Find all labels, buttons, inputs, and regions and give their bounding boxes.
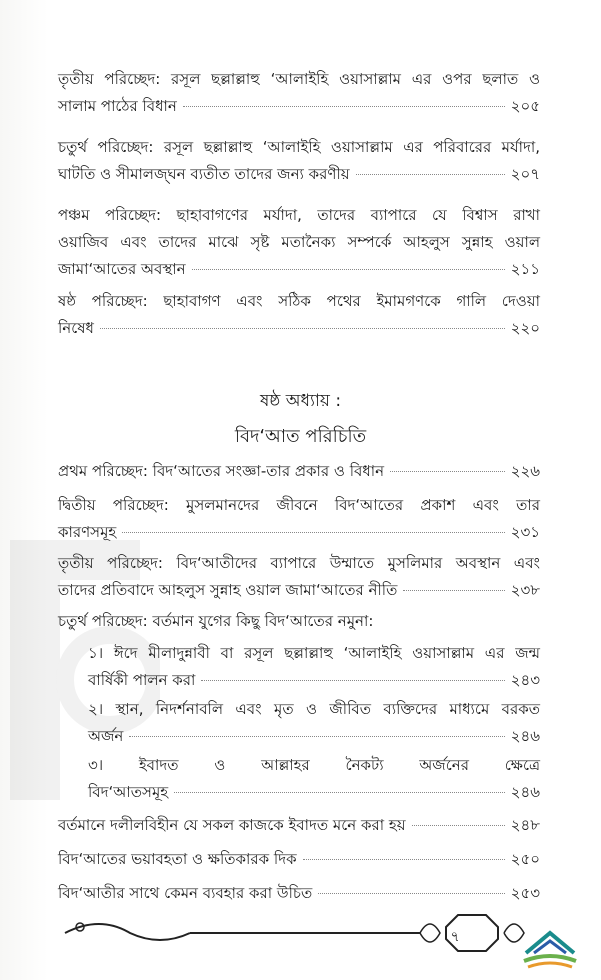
toc-entry-line1: তৃতীয় পরিচ্ছেদ: রসূল ছল্লাল্লাহু ‘আলাইহি ওয়াসাল্লাম এর ওপর ছলাত ও [58, 70, 540, 88]
toc-entry-line2: নিষেধ [58, 319, 94, 337]
toc-page-number: ২০৫ [510, 97, 540, 115]
toc-entry[interactable] [58, 288, 540, 342]
toc-entry[interactable] [58, 202, 540, 283]
toc-entry-line2: অর্জন [88, 727, 124, 745]
toc-entry[interactable] [58, 880, 540, 907]
toc-entry-line2: সালাম পাঠের বিধান [58, 97, 177, 115]
toc-entry-line2: ঘাটতি ও সীমালজ্ঘন ব্যতীত তাদের জন্য করণীয় [58, 165, 350, 183]
dot-leader [174, 792, 505, 793]
toc-page-number: ২৩৮ [510, 581, 540, 599]
toc-entry-line1: চতুর্থ পরিচ্ছেদ: রসূল ছল্লাল্লাহু ‘আলাইহি ওয়াসাল্লাম এর পরিবারের মর্যাদা, [58, 138, 540, 156]
toc-page-number: ২৫৩ [510, 884, 540, 902]
toc-entry[interactable] [58, 66, 540, 120]
toc-entry-line1: ২। স্থান, নিদর্শনাবলি এবং মৃত ও জীবিত ব্যক্তিদের মাধ্যমে বরকত [88, 700, 540, 718]
toc-entry-text: চতুর্থ পরিচ্ছেদ: বর্তমান যুগের কিছু বিদ‘আতের নমুনা: [58, 612, 374, 630]
toc-page-number: ২৪৮ [510, 816, 540, 834]
toc-page-number: ২১১ [510, 260, 540, 278]
toc-page-number: ২৪৩ [510, 671, 540, 689]
toc-entry-text: বর্তমানে দলীলবিহীন যে সকল কাজকে ইবাদত মনে করা হয় [58, 816, 406, 834]
toc-entry-text: প্রথম পরিচ্ছেদ: বিদ‘আতের সংজ্ঞা-তার প্রকার ও বিধান [58, 462, 385, 480]
toc-entry-line1: ১। ঈদে মীলাদুন্নাবী বা রসূল ছল্লাল্লাহু ‘আলাইহি ওয়াসাল্লাম এর জন্ম [88, 644, 540, 662]
chapter-title: ষষ্ঠ অধ্যায় : [259, 391, 342, 411]
toc-subentry[interactable] [88, 752, 540, 806]
dot-leader [129, 736, 504, 737]
toc-page-number: ২২০ [510, 319, 540, 337]
dot-leader [100, 328, 505, 329]
toc-entry-line2: বিদ‘আতসমূহ [88, 783, 169, 801]
dot-leader [356, 174, 505, 175]
dot-leader [318, 893, 505, 894]
toc-entry[interactable] [58, 492, 540, 546]
dot-leader [390, 471, 505, 472]
toc-entry[interactable] [58, 134, 540, 188]
toc-entry-line1b: ওয়াজিব এবং তাদের মাঝে সৃষ্ট মতানৈক্য সম্পর্কে আহলুস সুন্নাহ ওয়াল [58, 233, 540, 251]
toc-entry[interactable] [58, 846, 540, 873]
page-number: ৭ [450, 929, 460, 945]
toc-page-number: ২৪৬ [510, 783, 540, 801]
toc-entry-line2: জামা‘আতের অবস্থান [58, 260, 186, 278]
toc-page-number: ২৫০ [510, 850, 540, 868]
toc-entry-line1: দ্বিতীয় পরিচ্ছেদ: মুসলমানদের জীবনে বিদ‘আতের প্রকাশ এবং তার [58, 496, 540, 514]
toc-entry-line1: তৃতীয় পরিচ্ছেদ: বিদ‘আতীদের ব্যাপারে উম্মাতে মুসলিমার অবস্থান এবং [58, 554, 540, 572]
toc-entry[interactable] [58, 458, 540, 485]
dot-leader [412, 825, 505, 826]
dot-leader [403, 590, 504, 591]
toc-entry[interactable] [58, 608, 540, 635]
toc-entry-line1: পঞ্চম পরিচ্ছেদ: ছাহাবাগণের মর্যাদা, তাদের ব্যাপারে যে বিশ্বাস রাখা [58, 206, 540, 224]
toc-entry-line2: কারণসমূহ [58, 523, 117, 541]
toc-subentry[interactable] [88, 696, 540, 750]
toc-entry-text: বিদ‘আতের ভয়াবহতা ও ক্ষতিকারক দিক [58, 850, 297, 868]
toc-entry-line1: ৩। ইবাদত ও আল্লাহর নৈকট্য অর্জনের ক্ষেত্রে [88, 756, 540, 774]
dot-leader [201, 680, 504, 681]
toc-page-number: ২৩১ [510, 523, 540, 541]
toc-entry-text: বিদ‘আতীর সাথে কেমন ব্যবহার করা উচিত [58, 884, 313, 902]
dot-leader [192, 269, 505, 270]
toc-subentry[interactable] [88, 640, 540, 694]
toc-entry-line2: তাদের প্রতিবাদে আহলুস সুন্নাহ ওয়াল জামা‘আতের নীতি [58, 581, 398, 599]
toc-entry-line2: বার্ষিকী পালন করা [88, 671, 196, 689]
dot-leader [183, 106, 505, 107]
toc-entry[interactable] [58, 550, 540, 604]
toc-page-number: ২২৬ [510, 462, 540, 480]
toc-page-number: ২০৭ [510, 165, 540, 183]
dot-leader [303, 859, 505, 860]
toc-entry-line1: ষষ্ঠ পরিচ্ছেদ: ছাহাবাগণ এবং সঠিক পথের ইমামগণকে গালি দেওয়া [58, 292, 540, 310]
publisher-logo-icon [520, 925, 580, 970]
toc-entry[interactable] [58, 812, 540, 839]
dot-leader [122, 532, 504, 533]
chapter-subtitle: বিদ‘আত পরিচিতি [234, 426, 367, 447]
toc-page-number: ২৪৬ [510, 727, 540, 745]
